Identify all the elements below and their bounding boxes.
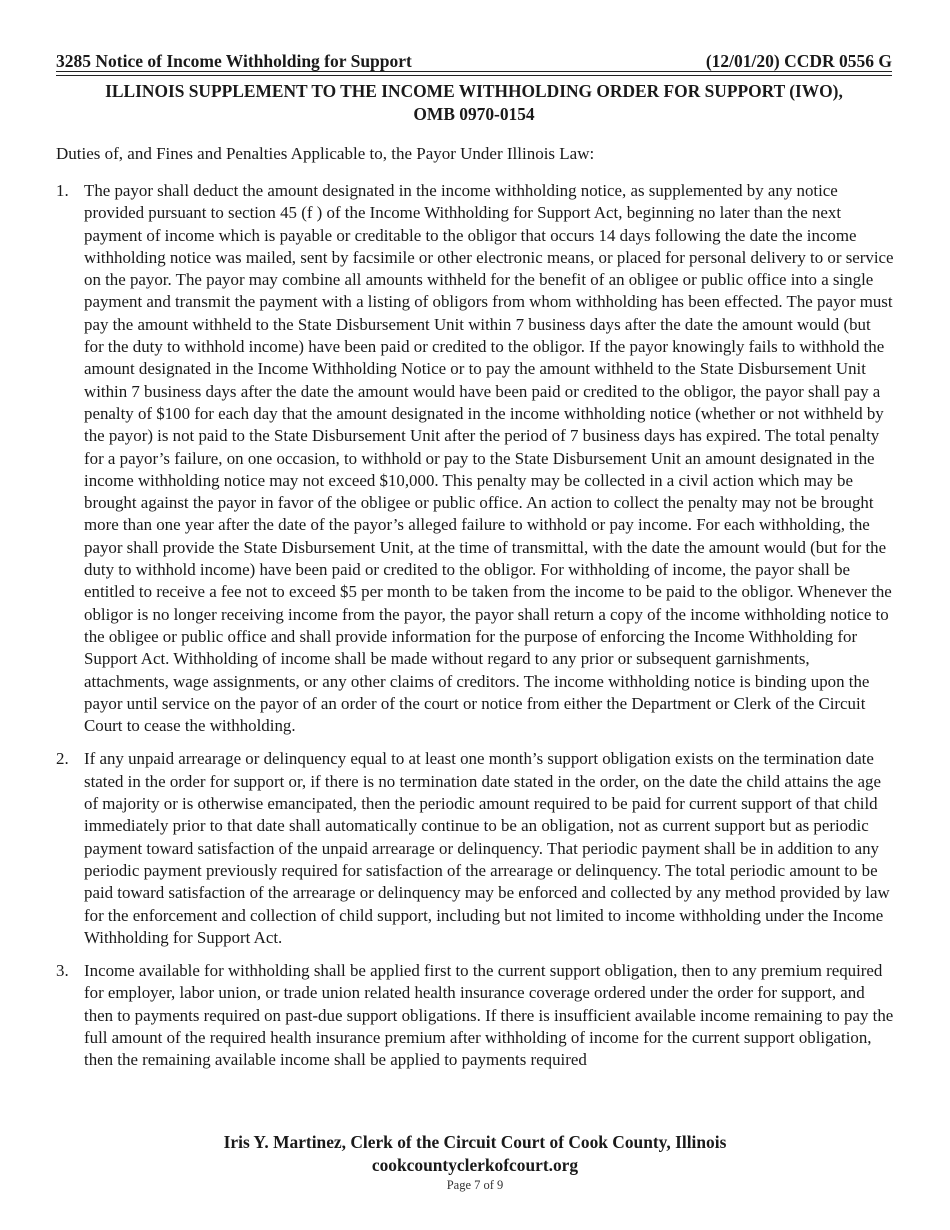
form-title: 3285 Notice of Income Withholding for Support: [56, 51, 412, 71]
list-item: [56, 748, 894, 949]
numbered-list: [56, 180, 894, 1083]
list-item-number: 3.: [56, 961, 69, 981]
clerk-website: cookcountyclerkofcourt.org: [371, 1155, 579, 1175]
list-item-text: If any unpaid arrearage or delinquency equal to at least one month’s support obligation exists on the termination date stated in the order for support or, if there is no termination date stated in the order, on the date the child attains the age of majority or is otherwise emancipated, then the periodic amount required to be paid for current support of that child immediately prior to that date shall automatically continue to be an obligation, not as current support but as periodic payment toward satisfaction of the unpaid arrearage or delinquency. That periodic payment shall be in addition to any periodic payment previously required for satisfaction of the arrearage or delinquency. The total periodic amount to be paid toward satisfaction of the arrearage or delinquency may be enforced and collected by any method provided by law for the enforcement and collection of child support, including but not limited to income withholding under the Income Withholding for Support Act.: [84, 749, 890, 947]
list-item: [56, 960, 894, 1071]
list-item: [56, 180, 894, 737]
list-item-text: The payor shall deduct the amount designated in the income withholding notice, as supplemented by any notice provided pursuant to section 45 (f ) of the Income Withholding for Support Act, beginning no later than the next payment of income which is payable or creditable to the obligor that occurs 14 days following the date the income withholding notice was mailed, sent by facsimile or other electronic means, or placed for personal delivery to or service on the payor. The payor may combine all amounts withheld for the benefit of an obligee or public office into a single payment and transmit the payment with a listing of obligors from whom withholding has been effected. The payor must pay the amount withheld to the State Disbursement Unit within 7 business days after the date the amount would (but for the duty to withhold income) have been paid or credited to the obligor. If the payor knowingly fails to withhold the amount designated in the Income Withholding Notice or to pay the amount withheld to the State Disbursement Unit within 7 business days after the date the amount would have been paid or credited to the obligor, the payor shall pay a penalty of $100 for each day that the amount designated in the income withholding notice (whether or not withheld by the payor) is not paid to the State Disbursement Unit after the period of 7 business days has expired. The total penalty for a payor’s failure, on one occasion, to withhold or pay to the State Disbursement Unit an amount designated in the income withholding notice may not exceed $10,000. This penalty may be collected in a civil action which may be brought against the payor in favor of the obligee or public office. An action to collect the penalty may not be brought more than one year after the date of the payor’s alleged failure to withhold or pay income. For each withholding, the payor shall provide the State Disbursement Unit, at the time of transmittal, with the date the amount would (but for the duty to withhold income) have been paid or credited to the obligor. For withholding of income, the payor shall be entitled to receive a fee not to exceed $5 per month to be taken from the income to be paid to the obligor. Whenever the obligor is no longer receiving income from the payor, the payor shall return a copy of the income withholding notice to the obligee or public office and shall provide information for the purpose of enforcing the Income Withholding for Support Act. Withholding of income shall be made without regard to any prior or subsequent garnishments, attachments, wage assignments, or any other claims of creditors. The income withholding notice is binding upon the payor until service on the payor of an order of the court or notice from either the Department or Clerk of the Circuit Court to cease the withholding.: [84, 181, 894, 736]
list-item-number: 2.: [56, 749, 69, 769]
page-footer: [0, 1131, 950, 1193]
document-title-line-2: OMB 0970-0154: [413, 103, 535, 124]
intro-text: Duties of, and Fines and Penalties Applicable to, the Payor Under Illinois Law:: [56, 144, 595, 163]
list-item-text: Income available for withholding shall be applied first to the current support obligation, then to any premium required for employer, labor union, or trade union related health insurance coverage ordered under the order for support, and then to payments required on past-due support obligations. If there is insufficient available income remaining to pay the full amount of the required health insurance premium after withholding of income for the current support obligation, then the remaining available income shall be applied to payments required: [84, 961, 894, 1070]
document-title-line-1: ILLINOIS SUPPLEMENT TO THE INCOME WITHHOLDING ORDER FOR SUPPORT (IWO),: [105, 81, 843, 101]
clerk-name: Iris Y. Martinez, Clerk of the Circuit Court of Cook County, Illinois: [223, 1132, 727, 1152]
form-code: (12/01/20) CCDR 0556 G: [705, 51, 892, 71]
page-number: Page 7 of 9: [446, 1178, 504, 1192]
list-item-number: 1.: [56, 181, 69, 200]
